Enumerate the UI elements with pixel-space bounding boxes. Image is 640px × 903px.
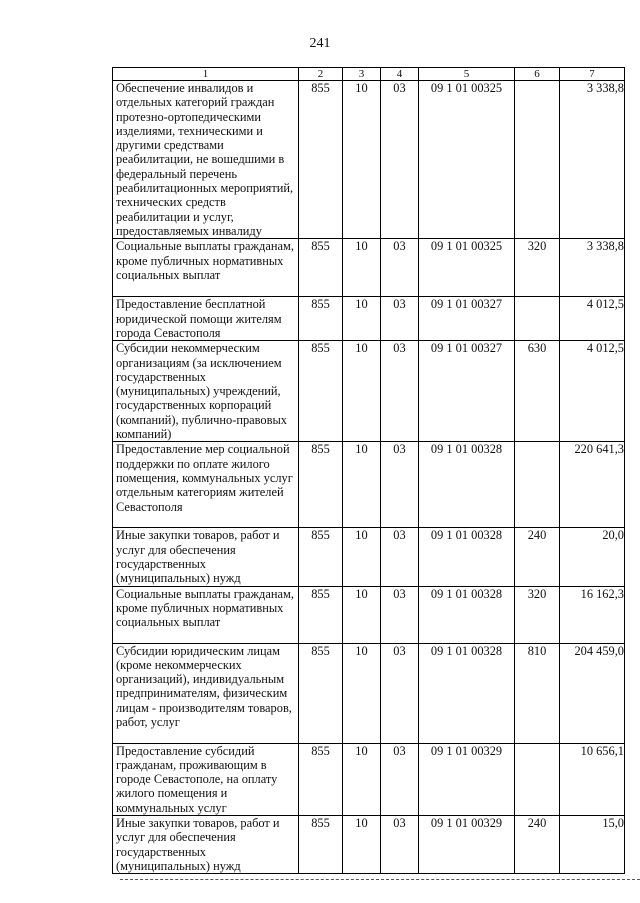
row-vr: 630 — [515, 341, 560, 442]
row-name: Иные закупки товаров, работ и услуг для обеспечения государственных (муниципальных) нужд — [113, 816, 299, 874]
row-rz: 10 — [343, 239, 381, 297]
row-ved: 855 — [299, 341, 343, 442]
row-sum: 10 656,1 — [560, 743, 625, 815]
row-rz: 10 — [343, 743, 381, 815]
row-ved: 855 — [299, 743, 343, 815]
row-sum: 20,0 — [560, 528, 625, 586]
header-cell: 5 — [419, 68, 515, 81]
header-cell: 7 — [560, 68, 625, 81]
row-vr — [515, 743, 560, 815]
header-row — [113, 68, 625, 81]
row-pr: 03 — [381, 442, 419, 528]
row-vr: 320 — [515, 239, 560, 297]
row-sum: 15,0 — [560, 816, 625, 874]
row-vr — [515, 297, 560, 341]
row-rz: 10 — [343, 586, 381, 643]
row-vr — [515, 81, 560, 239]
row-ved: 855 — [299, 586, 343, 643]
row-sum: 3 338,8 — [560, 81, 625, 239]
row-vr: 810 — [515, 643, 560, 743]
row-rz: 10 — [343, 81, 381, 239]
table-row — [113, 81, 625, 239]
row-name: Иные закупки товаров, работ и услуг для обеспечения государственных (муниципальных) нужд — [113, 528, 299, 586]
table-row — [113, 586, 625, 643]
row-csr: 09 1 01 00328 — [419, 528, 515, 586]
row-pr: 03 — [381, 341, 419, 442]
table-row — [113, 239, 625, 297]
row-rz: 10 — [343, 341, 381, 442]
row-rz: 10 — [343, 643, 381, 743]
row-rz: 10 — [343, 816, 381, 874]
row-pr: 03 — [381, 528, 419, 586]
budget-table — [112, 67, 625, 874]
row-rz: 10 — [343, 297, 381, 341]
row-ved: 855 — [299, 643, 343, 743]
row-sum: 4 012,5 — [560, 341, 625, 442]
row-csr: 09 1 01 00329 — [419, 743, 515, 815]
row-name: Субсидии юридическим лицам (кроме некоммерческих организаций), индивидуальным предпринимателям, физическим лицам - производителям товаров, работ, услуг — [113, 643, 299, 743]
row-sum: 204 459,0 — [560, 643, 625, 743]
header-cell: 6 — [515, 68, 560, 81]
page-number: 241 — [309, 36, 331, 51]
row-csr: 09 1 01 00328 — [419, 442, 515, 528]
row-name: Предоставление мер социальной поддержки по оплате жилого помещения, коммунальных услуг отдельным категориям жителей Севастополя — [113, 442, 299, 528]
table-row — [113, 442, 625, 528]
row-rz: 10 — [343, 442, 381, 528]
row-csr: 09 1 01 00329 — [419, 816, 515, 874]
row-vr — [515, 442, 560, 528]
row-ved: 855 — [299, 239, 343, 297]
row-sum: 4 012,5 — [560, 297, 625, 341]
row-vr: 320 — [515, 586, 560, 643]
row-ved: 855 — [299, 528, 343, 586]
table-row — [113, 816, 625, 874]
row-pr: 03 — [381, 643, 419, 743]
header-cell: 3 — [343, 68, 381, 81]
row-csr: 09 1 01 00325 — [419, 81, 515, 239]
row-rz: 10 — [343, 528, 381, 586]
row-name: Социальные выплаты гражданам, кроме публичных нормативных социальных выплат — [113, 586, 299, 643]
row-name: Предоставление бесплатной юридической помощи жителям города Севастополя — [113, 297, 299, 341]
row-ved: 855 — [299, 442, 343, 528]
row-pr: 03 — [381, 239, 419, 297]
page-bottom-divider — [120, 879, 640, 880]
table-row — [113, 743, 625, 815]
row-csr: 09 1 01 00328 — [419, 586, 515, 643]
row-ved: 855 — [299, 816, 343, 874]
row-csr: 09 1 01 00327 — [419, 341, 515, 442]
row-sum: 220 641,3 — [560, 442, 625, 528]
table-row — [113, 297, 625, 341]
row-pr: 03 — [381, 297, 419, 341]
header-cell: 1 — [113, 68, 299, 81]
row-csr: 09 1 01 00328 — [419, 643, 515, 743]
header-cell: 2 — [299, 68, 343, 81]
row-csr: 09 1 01 00327 — [419, 297, 515, 341]
row-pr: 03 — [381, 586, 419, 643]
table-row — [113, 528, 625, 586]
row-name: Социальные выплаты гражданам, кроме публичных нормативных социальных выплат — [113, 239, 299, 297]
row-pr: 03 — [381, 81, 419, 239]
row-sum: 3 338,8 — [560, 239, 625, 297]
row-csr: 09 1 01 00325 — [419, 239, 515, 297]
table-row — [113, 643, 625, 743]
row-name: Субсидии некоммерческим организациям (за исключением государственных (муниципальных) учреждений, государственных корпораций (компаний), публично-правовых компаний) — [113, 341, 299, 442]
row-pr: 03 — [381, 743, 419, 815]
row-vr: 240 — [515, 816, 560, 874]
row-sum: 16 162,3 — [560, 586, 625, 643]
row-name: Предоставление субсидий гражданам, проживающим в городе Севастополе, на оплату жилого помещения и коммунальных услуг — [113, 743, 299, 815]
row-pr: 03 — [381, 816, 419, 874]
header-cell: 4 — [381, 68, 419, 81]
table-row — [113, 341, 625, 442]
row-name: Обеспечение инвалидов и отдельных категорий граждан протезно-ортопедическими изделиями, техническими и другими средствами реабилитации, не вошедшими в федеральный перечень реабилитационных мероприятий, технических средств реабилитации и услуг, предоставляемых инвалиду — [113, 81, 299, 239]
row-vr: 240 — [515, 528, 560, 586]
row-ved: 855 — [299, 297, 343, 341]
row-ved: 855 — [299, 81, 343, 239]
